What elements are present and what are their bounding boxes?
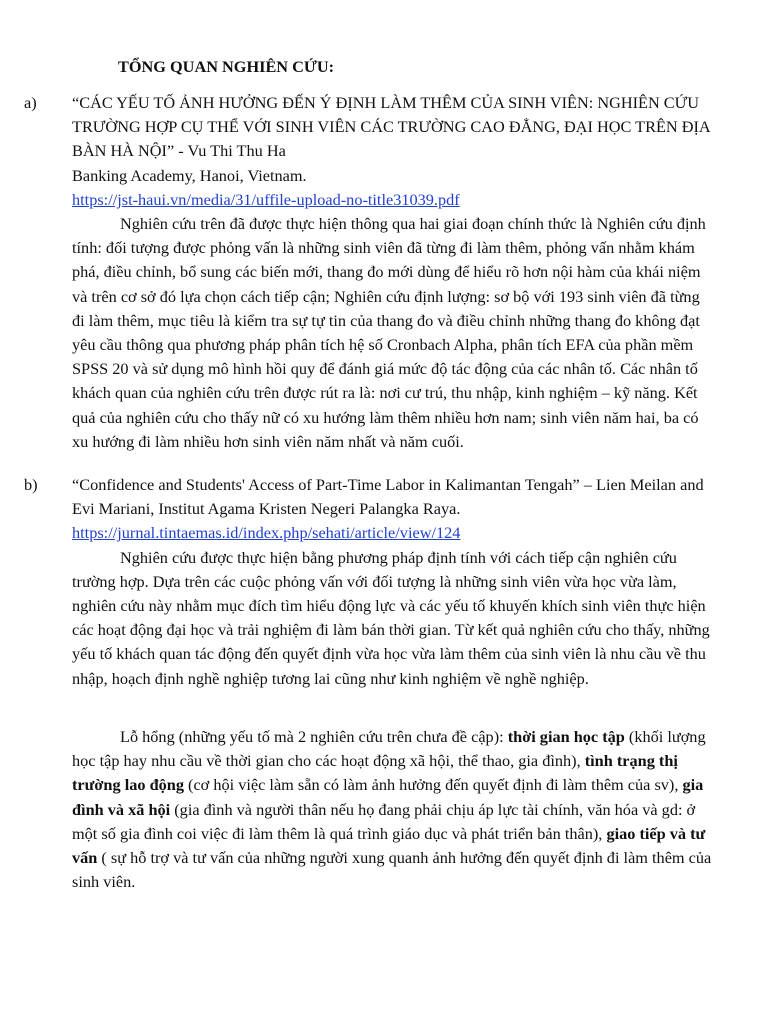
gap-intro: Lỗ hổng (những yếu tố mà 2 nghiên cứu trên chưa đề cập): <box>120 727 508 746</box>
item-marker: b) <box>24 475 38 494</box>
study-citation: “CÁC YẾU TỐ ẢNH HƯỞNG ĐẾN Ý ĐỊNH LÀM THÊM CỦA SINH VIÊN: NGHIÊN CỨU TRƯỜNG HỢP CỤ THỂ VỚI SINH VIÊN CÁC TRƯỜNG CAO ĐẲNG, ĐẠI HỌC TRÊN ĐỊA BÀN HÀ NỘI” - Vu Thi Thu Ha <box>72 93 710 161</box>
section-title: TỔNG QUAN NGHIÊN CỨU: <box>118 57 335 76</box>
study-link-line <box>72 521 714 545</box>
study-summary: Nghiên cứu được thực hiện bằng phương pháp định tính với cách tiếp cận nghiên cứu trường hợp. Dựa trên các cuộc phỏng vấn với đối tượng là những sinh viên vừa học vừa làm, nghiên cứu này nhằm mục đích tìm hiểu động lực và các yếu tố khuyến khích sinh viên thực hiện các hoạt động đại học và trải nghiệm đi làm bán thời gian. Từ kết quả nghiên cứu cho thấy, những yếu tố khách quan tác động đến quyết định vừa học vừa làm thêm của sinh viên là nhu cầu về thu nhập, hoạch định nghề nghiệp tương lai cũng như kinh nghiệm về nghề nghiệp. <box>72 547 710 688</box>
gap-detail: ( sự hỗ trợ và tư vấn của những người xung quanh ảnh hưởng đến quyết định đi làm thêm của sinh viên. <box>72 848 712 892</box>
study-link[interactable]: https://jst-haui.vn/media/31/uffile-upload-no-title31039.pdf <box>72 189 460 209</box>
study-citation: “Confidence and Students' Access of Part-Time Labor in Kalimantan Tengah” – Lien Meilan and Evi Mariani, Institut Agama Kristen Negeri Palangka Raya. <box>72 475 704 519</box>
gap-term: tình trạng thị trường lao động <box>72 751 678 795</box>
gap-detail: (gia đình và người thân nếu họ đang phải chịu áp lực tài chính, văn hóa và gd: ở một số gia đình coi việc đi làm thêm là quá trình giáo dục và phát triển bản thân), <box>72 799 696 843</box>
item-content <box>72 91 714 454</box>
gap-detail: (cơ hội việc làm sẵn có làm ảnh hưởng đến quyết định đi làm thêm của sv), <box>183 775 683 795</box>
study-summary: Nghiên cứu trên đã được thực hiện thông qua hai giai đoạn chính thức là Nghiên cứu định tính: đối tượng được phỏng vấn là những sinh viên đã từng đi làm thêm, phỏng vấn nhằm khám phá, điều chỉnh, bổ sung các biến mới, thang đo mới dùng để hiểu rõ hơn nội hàm của khái niệm và trên cơ sở đó lựa chọn cách tiếp cận; Nghiên cứu định lượng: sơ bộ với 193 sinh viên đã từng đi làm thêm, mục tiêu là kiểm tra sự tự tin của thang đo và điều chỉnh những thang đo không đạt yêu cầu thông qua phương pháp phân tích hệ số Cronbach Alpha, phân tích EFA của phần mềm SPSS 20 và sử dụng mô hình hồi quy để đánh giá mức độ tác động của các nhân tố. Các nhân tố khách quan của nghiên cứu trên được rút ra là: nơi cư trú, thu nhập, kinh nghiệm – kỹ năng. Kết quả của nghiên cứu cho thấy nữ có xu hướng làm thêm nhiều hơn nam; sinh viên năm hai, ba có xu hướng đi làm nhiều hơn sinh viên năm nhất và năm cuối. <box>72 214 706 451</box>
item-content <box>72 473 714 691</box>
study-affiliation: Banking Academy, Hanoi, Vietnam. <box>72 165 307 185</box>
study-item-a <box>24 91 714 454</box>
item-marker: a) <box>24 93 37 112</box>
gap-term: gia đình và xã hội <box>72 775 704 819</box>
study-item-b <box>24 473 714 691</box>
gap-term: thời gian học tập <box>507 727 625 746</box>
research-gap <box>72 725 722 894</box>
gap-detail: (khối lượng học tập hay nhu cầu về thời gian cho các hoạt động xã hội, thể thao, gia đình), <box>72 727 706 771</box>
gap-term: giao tiếp và tư vấn <box>72 823 706 868</box>
research-gap-paragraph <box>72 725 722 894</box>
study-link[interactable]: https://jurnal.tintaemas.id/index.php/sehati/article/view/124 <box>72 523 461 543</box>
study-link-line <box>72 188 714 212</box>
